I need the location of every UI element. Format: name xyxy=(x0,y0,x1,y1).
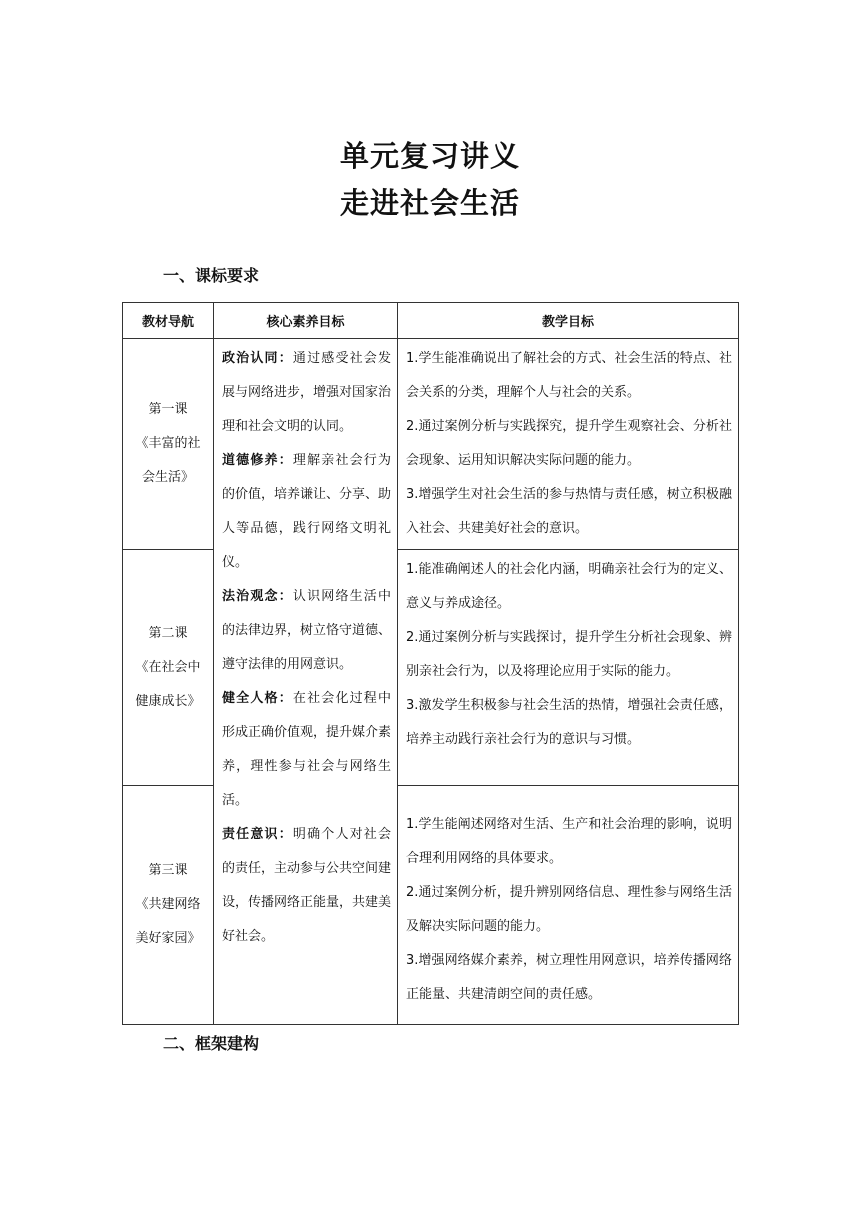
core-item-text: 在社会化过程中形成正确价值观，提升媒介素养，理性参与社会与网络生活。 xyxy=(222,691,392,808)
lesson-number: 第二课 xyxy=(148,625,188,641)
core-item-label: 道德修养： xyxy=(222,453,293,468)
goal-cell xyxy=(398,339,739,550)
lesson-number: 第三课 xyxy=(148,863,188,878)
table-row xyxy=(123,339,739,550)
core-item xyxy=(222,682,391,818)
header-textbook-nav: 教材导航 xyxy=(123,303,214,339)
goal-item: 3.激发学生积极参与社会生活的热情，增强社会责任感，培养主动践行亲社会行为的意识与习惯。 xyxy=(406,698,732,747)
core-item xyxy=(222,444,391,580)
document-title: 单元复习讲义 xyxy=(339,139,520,173)
curriculum-table xyxy=(122,302,739,1025)
lesson-cell xyxy=(123,550,214,786)
core-item-label: 健全人格： xyxy=(222,691,293,706)
core-item-text: 通过感受社会发展与网络进步，增强对国家治理和社会文明的认同。 xyxy=(222,351,392,434)
goal-item: 3.增强网络媒介素养，树立理性用网意识，培养传播网络正能量、共建清朗空间的责任感。 xyxy=(406,953,732,1002)
lesson-cell xyxy=(123,339,214,550)
goal-cell xyxy=(398,786,739,1025)
core-literacy-cell xyxy=(214,339,398,1025)
core-item-text: 明确个人对社会的责任，主动参与公共空间建设，传播网络正能量，共建美好社会。 xyxy=(222,827,392,944)
core-item-label: 法治观念： xyxy=(222,589,293,604)
section-heading-curriculum: 一、课标要求 xyxy=(163,266,260,285)
header-teaching-goals: 教学目标 xyxy=(398,303,739,339)
document-subtitle: 走进社会生活 xyxy=(339,186,520,220)
lesson-number: 第一课 xyxy=(148,402,188,417)
goal-item: 1.学生能准确说出了解社会的方式、社会生活的特点、社会关系的分类，理解个人与社会的关系。 xyxy=(406,351,732,400)
goal-item: 2.通过案例分析与实践探讨，提升学生分析社会现象、辨别亲社会行为，以及将理论应用于实际的能力。 xyxy=(406,630,732,679)
goal-cell xyxy=(398,550,739,786)
core-item xyxy=(222,342,391,444)
goal-item: 1.能准确阐述人的社会化内涵，明确亲社会行为的定义、意义与养成途径。 xyxy=(406,562,732,611)
table-header-row xyxy=(123,303,739,339)
goal-item: 2.通过案例分析与实践探究，提升学生观察社会、分析社会现象、运用知识解决实际问题的能力。 xyxy=(406,419,732,468)
core-item-text: 认识网络生活中的法律边界，树立恪守道德、遵守法律的用网意识。 xyxy=(222,589,392,672)
goal-item: 3.增强学生对社会生活的参与热情与责任感，树立积极融入社会、共建美好社会的意识。 xyxy=(406,487,732,536)
core-item-label: 责任意识： xyxy=(222,827,293,842)
core-item-label: 政治认同： xyxy=(222,351,293,366)
lesson-title: 《共建网络美好家园》 xyxy=(135,897,201,946)
goal-item: 1.学生能阐述网络对生活、生产和社会治理的影响，说明合理利用网络的具体要求。 xyxy=(406,817,732,866)
section-heading-framework: 二、框架建构 xyxy=(163,1034,260,1053)
goal-item: 2.通过案例分析，提升辨别网络信息、理性参与网络生活及解决实际问题的能力。 xyxy=(406,885,732,934)
core-item xyxy=(222,580,391,682)
lesson-title: 《丰富的社会生活》 xyxy=(135,436,201,485)
core-item xyxy=(222,818,391,954)
header-core-literacy: 核心素养目标 xyxy=(214,303,398,339)
lesson-cell xyxy=(123,786,214,1025)
core-item-text: 理解亲社会行为的价值，培养谦让、分享、助人等品德，践行网络文明礼仪。 xyxy=(222,453,392,570)
lesson-title: 《在社会中健康成长》 xyxy=(135,659,201,709)
